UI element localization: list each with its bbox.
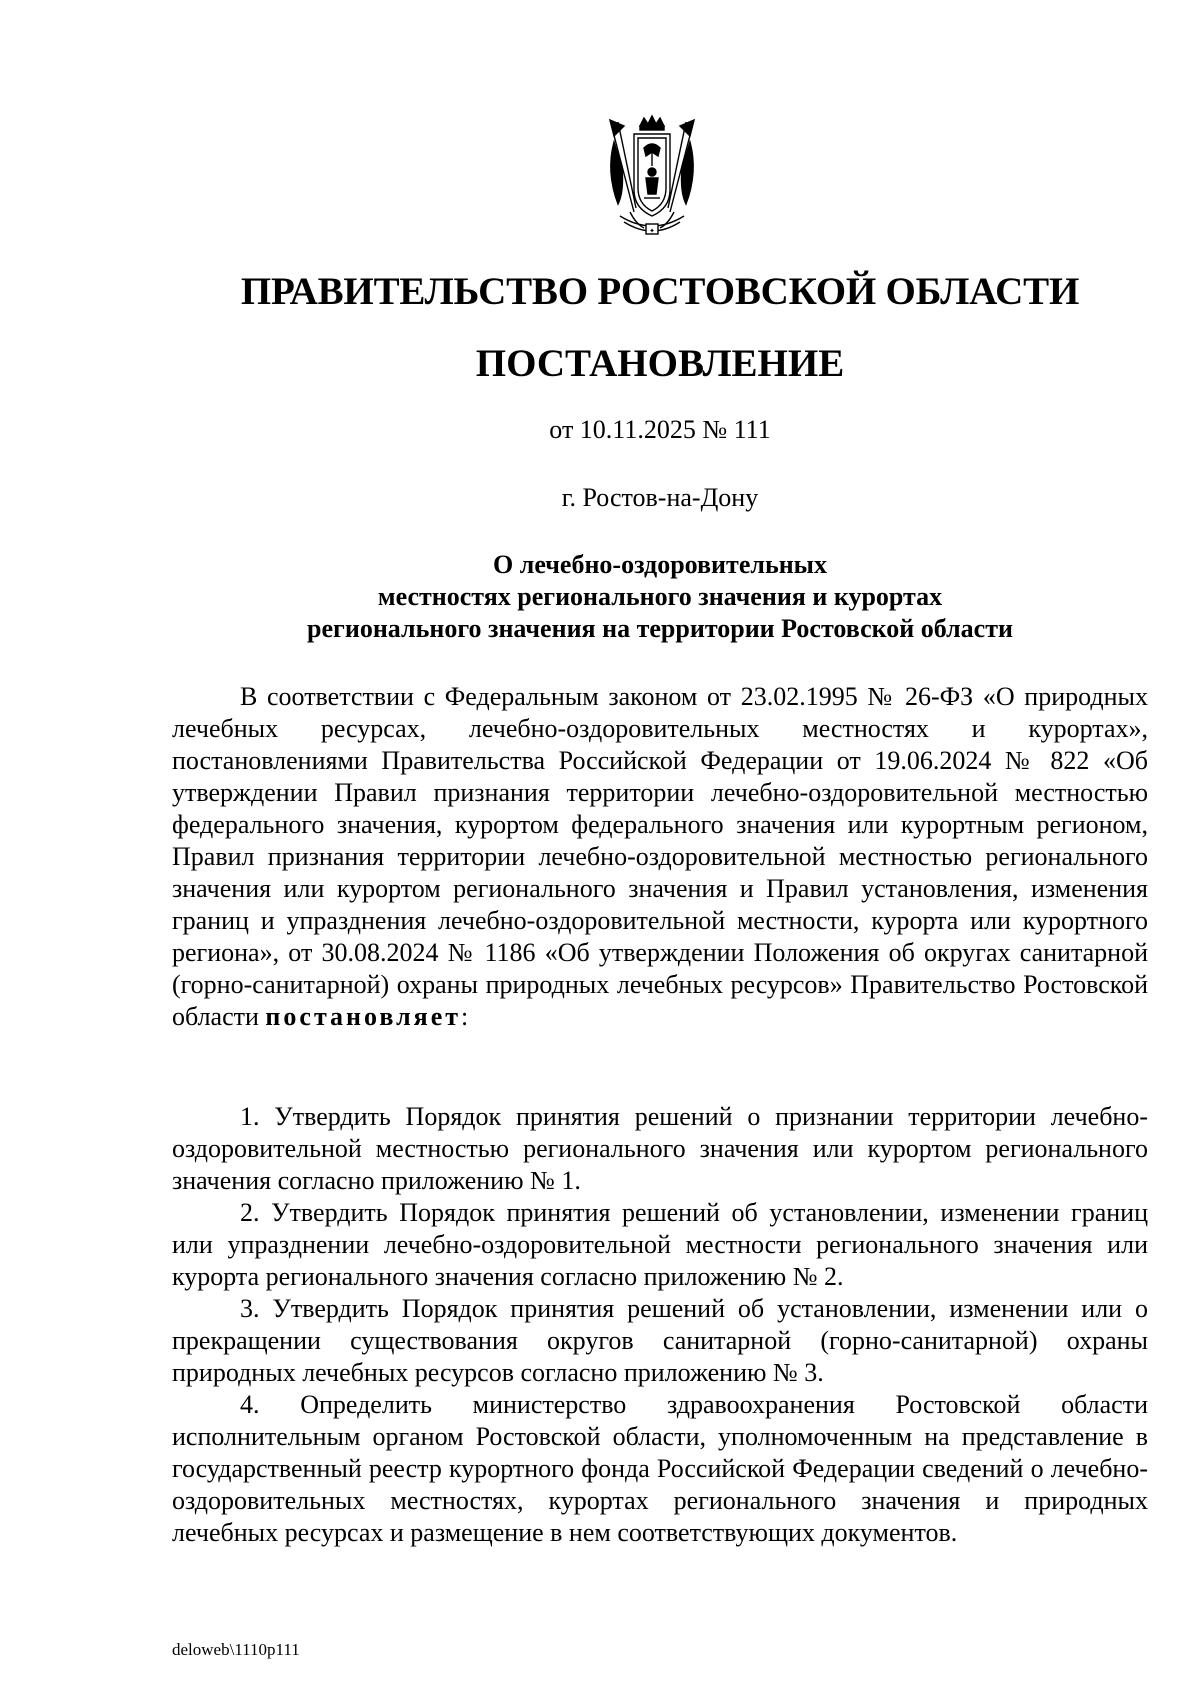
- subject-line: регионального значения на территории Ростовской области: [307, 614, 1013, 643]
- clause-item: 4. Определить министерство здравоохранения Ростовской области исполнительным органом Ростовской области, уполномоченным на представление в государственный реестр курортного фонда Российской Федерации сведений о лечебно-оздоровительных местностях, курортах регионального значения и природных лечебных ресурсах и размещение в нем соответствующих документов.: [172, 1390, 1148, 1547]
- document-city: г. Ростов-на-Дону: [561, 483, 759, 512]
- preamble: [172, 681, 1148, 1033]
- document-subject: [0, 549, 1200, 645]
- subject-line: О лечебно-оздоровительных: [493, 550, 827, 579]
- organization-title: ПРАВИТЕЛЬСТВО РОСТОВСКОЙ ОБЛАСТИ: [240, 270, 1080, 313]
- clause-item: 1. Утвердить Порядок принятия решений о признании территории лечебно-оздоровительной местностью регионального значения или курортом регионального значения согласно приложению № 1.: [172, 1102, 1148, 1195]
- document-date-number: от 10.11.2025 № 111: [549, 415, 771, 444]
- coat-of-arms-icon: [600, 112, 704, 240]
- preamble-paragraph: [172, 681, 1148, 1033]
- svg-text:✦: ✦: [649, 227, 655, 235]
- preamble-text: В соответствии с Федеральным законом от 23.02.1995 № 26-ФЗ «О природных лечебных ресурсах, лечебно-оздоровительных местностях и курортах», постановлениями Правительства Российской Федерации от 19.06.2024 № 822 «Об утверждении Правил признания территории лечебно-оздоровительной местностью федерального значения, курортом федерального значения или курортным регионом, Правил признания территории лечебно-оздоровительной местностью регионального значения или курортом регионального значения и Правил установления, изменения границ и упразднения лечебно-оздоровительной местности, курорта или курортного региона», от 30.08.2024 № 1186 «Об утверждении Положения об округах санитарной (горно-санитарной) охраны природных лечебных ресурсов» Правительство Ростовской области: [172, 682, 1148, 1031]
- decree-word: постановляет: [265, 1002, 462, 1031]
- subject-line: местностях регионального значения и курортах: [377, 582, 943, 611]
- clause-item: 2. Утвердить Порядок принятия решений об установлении, изменении границ или упразднении лечебно-оздоровительной местности регионального значения или курорта регионального значения согласно приложению № 2.: [172, 1198, 1148, 1291]
- registry-code: deloweb\1110p111: [172, 1640, 300, 1659]
- document-type-heading: ПОСТАНОВЛЕНИЕ: [475, 342, 845, 385]
- decree-colon: :: [461, 1002, 469, 1031]
- clauses-list: [172, 1101, 1148, 1549]
- clause-item: 3. Утвердить Порядок принятия решений об установлении, изменении или о прекращении существования округов санитарной (горно-санитарной) охраны природных лечебных ресурсов согласно приложению № 3.: [172, 1294, 1148, 1387]
